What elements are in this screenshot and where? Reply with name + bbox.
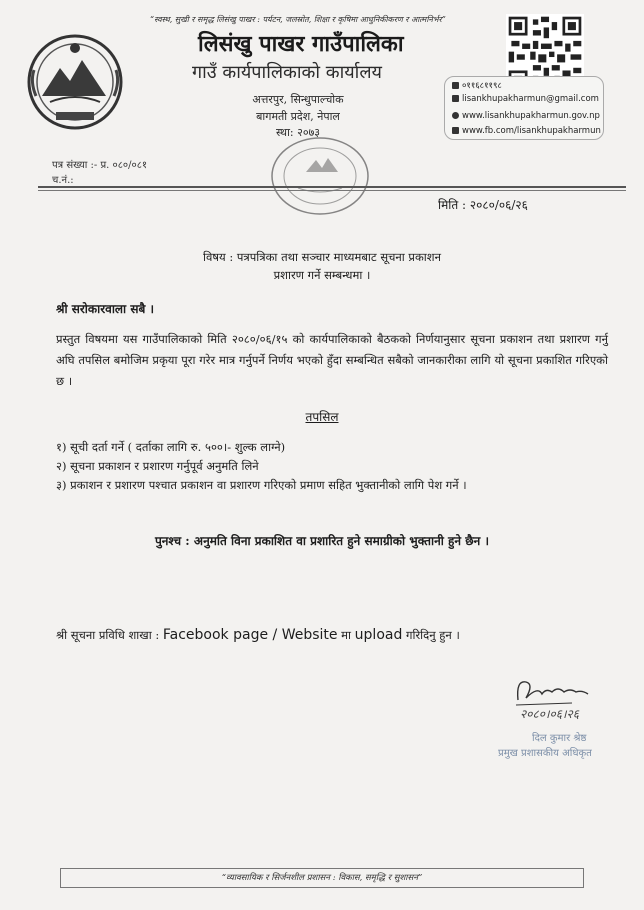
it-section-instruction <box>56 627 460 643</box>
letter-number: पत्र संख्या :- प्र. ०८०/०८१ <box>52 160 148 171</box>
tapasil-heading: तपसिल <box>305 410 339 424</box>
contact-website[interactable] <box>452 111 600 121</box>
header-motto: “स्वस्थ, सुखी र समृद्ध लिसंखु पाखर : पर्यटन, जलस्रोत, शिक्षा र कृषिमा आधुनिकीकरण र आत्मनिर्भर” <box>150 15 446 24</box>
header-divider-thin <box>38 190 626 191</box>
salutation: श्री सरोकारवाला सबै । <box>56 302 155 316</box>
signatory-title: प्रमुख प्रशासकीय अधिकृत <box>498 748 592 759</box>
established-year: स्था: २०७३ <box>275 126 321 139</box>
office-name: गाउँ कार्यपालिकाको कार्यालय <box>192 62 382 83</box>
body-paragraph: प्रस्तुत विषयमा यस गाउँपालिकाको मिति २०८०/०६/१५ को कार्यपालिकाको बैठकको निर्णयानुसार सूचना प्रकाशन तथा प्रशारण गर्नु अघि तपसिल बमोजिम प्रकृया पूरा गरेर मात्र गर्नुपर्ने निर्णय भएको हुँदा सम्बन्धित सबैको जानकारीका लागि यो सूचना प्रकाशित गरिएको छ । <box>56 332 608 388</box>
letter-date: मिति : २०८०/०६/२६ <box>438 198 528 212</box>
website-url[interactable]: www.lisankhupakharmun.gov.np <box>462 111 600 121</box>
it-section-prefix: श्री सूचना प्रविधि शाखा : <box>56 628 160 642</box>
office-seal-icon <box>268 132 372 220</box>
postscript-note: पुनश्च : अनुमति विना प्रकाशित वा प्रशारित हुने समाग्रीको भुक्तानी हुने छैन । <box>154 534 490 548</box>
globe-icon <box>452 112 459 119</box>
contact-facebook[interactable] <box>452 126 601 136</box>
email-address[interactable]: lisankhupakharmun@gmail.com <box>462 94 599 104</box>
address-line-2: बागमती प्रदेश, नेपाल <box>256 110 340 123</box>
phone-number: ०११६८११९८ <box>462 81 502 91</box>
signatory-name: दिल कुमार श्रेष्ठ <box>532 733 587 744</box>
ma-text: मा <box>341 628 352 642</box>
address-line-1: अत्तरपुर, सिन्धुपाल्चोक <box>252 93 344 106</box>
phone-icon <box>452 82 459 89</box>
it-section-suffix: गरिदिनु हुन । <box>406 628 460 642</box>
footer-slogan: “व्यावसायिक र सिर्जनशील प्रशासन : विकास, समृद्धि र सुशासन” <box>221 873 423 883</box>
upload-text: upload <box>354 627 403 643</box>
contact-phone <box>452 80 502 91</box>
list-item: १) सूची दर्ता गर्ने ( दर्ताका लागि रु. ५००।- शुल्क लाग्ने) <box>56 440 286 454</box>
subject-line-2: प्रशारण गर्ने सम्बन्धमा । <box>273 268 371 282</box>
facebook-url[interactable]: www.fb.com/lisankhupakharmun <box>462 126 601 136</box>
list-item: ३) प्रकाशन र प्रशारण पश्चात प्रकाशन वा प्रशारण गरिएको प्रमाण सहित भुक्तानीको लागि पेश गर्ने । <box>56 478 467 492</box>
dispatch-number: च.नं.: <box>52 175 74 186</box>
email-icon <box>452 95 459 102</box>
channels-text: Facebook page / Website <box>162 627 338 643</box>
organization-name: लिसंखु पाखर गाउँपालिका <box>198 31 404 57</box>
contact-email[interactable] <box>452 94 599 104</box>
header-divider <box>38 186 626 188</box>
signature-date: २०८०।०६।२६ <box>520 707 580 721</box>
facebook-icon <box>452 127 459 134</box>
list-item: २) सूचना प्रकाशन र प्रशारण गर्नुपूर्व अनुमति लिने <box>56 459 259 473</box>
subject-line-1: विषय : पत्रपत्रिका तथा सञ्चार माध्यमबाट सूचना प्रकाशन <box>202 250 441 264</box>
nepal-emblem-icon <box>20 26 130 136</box>
